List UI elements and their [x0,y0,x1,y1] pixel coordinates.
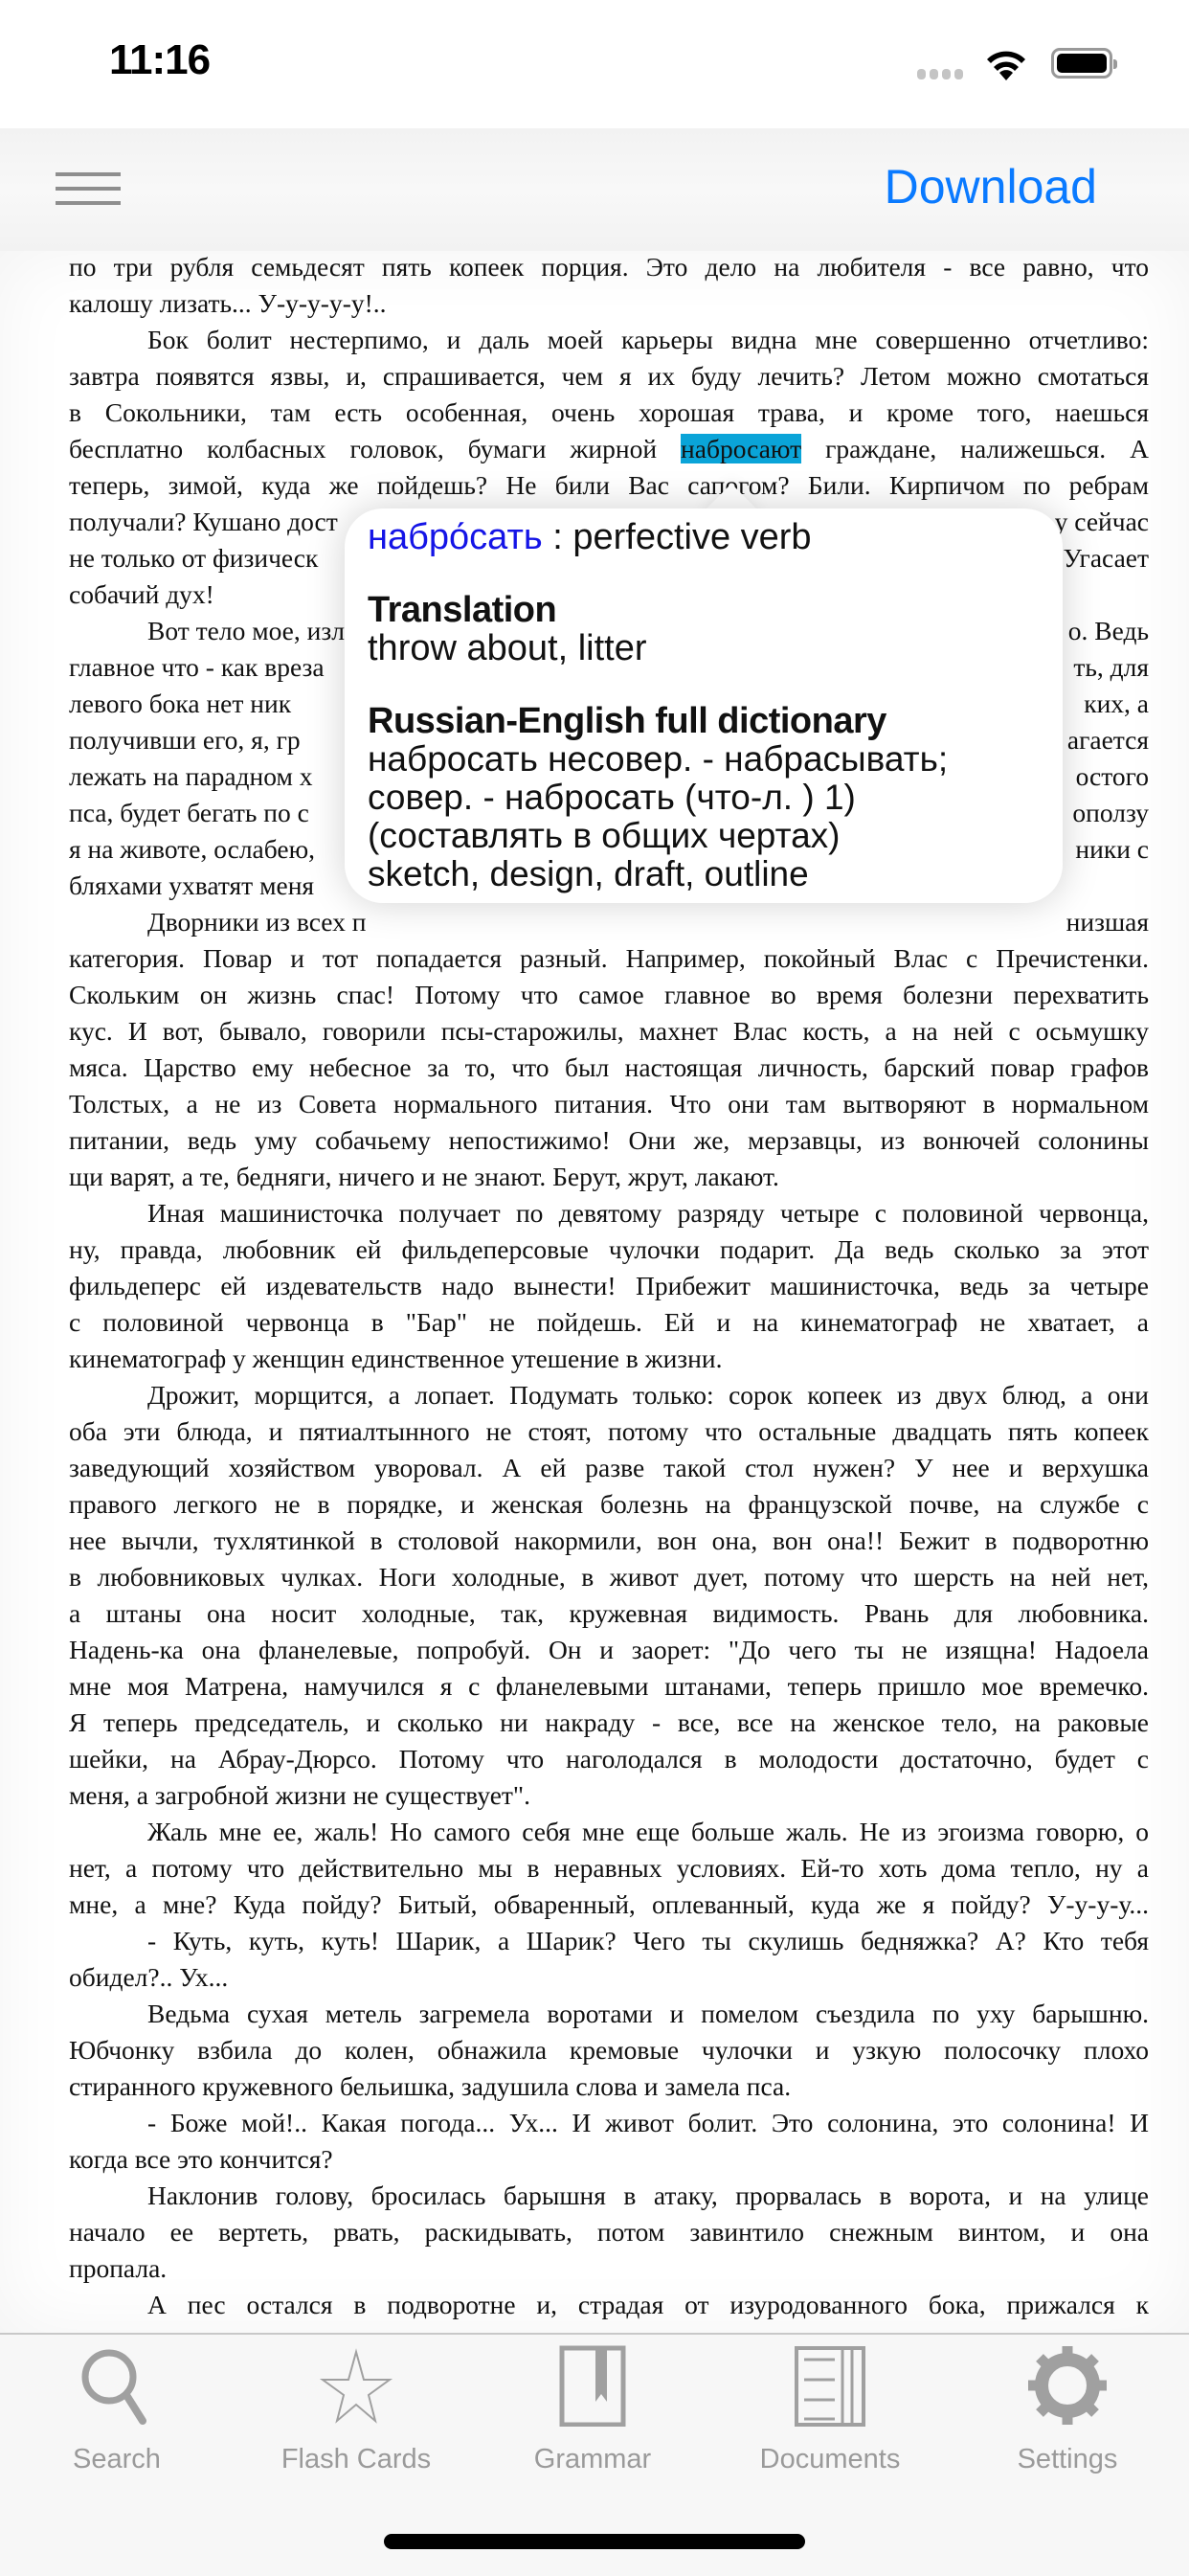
text-line: оба эти блюда, и пятиалтынного не стоят, потому что остальные двадцать пять копеек [69,1416,1149,1446]
dictionary-popup[interactable] [345,508,1063,903]
text-fragment-left: бляхами ухватят меня [69,870,315,900]
text-line: завтра появятся язвы, и, спрашивается, чем я их буду лечить? Летом можно смотаться [69,361,1149,391]
text-line: правого легкого не в порядке, и женская болезнь на французской почве, на службе с [69,1489,1149,1519]
search-icon [76,2344,158,2427]
cellular-signal-icon [917,69,963,79]
text-line: Бок болит нестерпимо, и даль моей карьеры видна мне совершенно отчетливо: [147,325,1149,354]
text-line: - Боже мой!.. Какая погода... Ух... И живот болит. Это солонина, это солонина! И [147,2108,1149,2137]
text-fragment-left: главное что - как вреза [69,652,325,682]
text-line: фильдеперс ей издевательств надо вынести! Прибежит машинисточка, ведь за четыре [69,1271,1149,1300]
selected-word[interactable]: набросают [681,434,802,463]
text-line: Дрожит, морщится, а лопает. Подумать только: сорок копеек из двух блюд, а они [147,1380,1149,1410]
popup-part-of-speech: perfective verb [572,517,812,557]
dictionary-line: набросать несовер. - набрасывать; [368,739,949,779]
text-fragment-right: ть, для [1073,652,1149,682]
text-line: стиранного кружевного бельишка, задушила слова и замела пса. [69,2071,792,2101]
text-line: А пес остался в подворотне и, страдая от изуродованного бока, прижался к [147,2290,1149,2319]
document-icon [789,2344,871,2427]
text-line: в Сокольники, там есть особенная, очень хорошая трава, и кроме того, наешься [69,397,1149,427]
tab-label: Search [73,2444,161,2474]
status-time: 11:16 [109,36,211,83]
text-line: обидел?.. Ух... [69,1962,229,1992]
text-line: Я теперь председатель, и сколько ни накраду - все, все на женское тело, на раковые [69,1707,1149,1737]
text-fragment-right: агается [1066,725,1149,755]
text-line [69,431,1149,467]
text-fragment-left: не только от физическ [69,543,319,573]
text-line: Надень-ка она фланелевые, попробуй. Он и заорет: "До чего ты не изящна! Надоела [69,1635,1149,1664]
text-line: Иная машинисточка получает по девятому разряду четыре с половиной червонца, [147,1198,1149,1228]
text-line: щи варят, а те, бедняги, ничего и не знают. Берут, жрут, лакают. [69,1162,779,1191]
text-fragment-left: пса, будет бегать по с [69,798,309,827]
text-line: теперь, зимой, куда же пойдешь? Не били Вас сапогом? Били. Кирпичом по ребрам [69,470,1149,500]
tab-label: Flash Cards [280,2444,432,2474]
text-fragment-left: лежать на парадном х [69,761,313,791]
text-line: мне моя Матрена, намучился я с фланелевыми штанами, теперь пришло мое времечко. [69,1671,1149,1701]
text-fragment-right: низшая [1066,907,1149,937]
text-line: мне, а мне? Куда пойду? Битый, обваренный, оплеванный, куда же я пойду? У-у-у-у... [69,1889,1149,1919]
text-fragment-right: о. Ведь [1067,616,1149,645]
text-line: кус. И вот, бывало, говорили псы-старожилы, махнет Влас кость, а на ней с осьмушку [69,1016,1149,1046]
popup-entry-line [368,518,1043,556]
tab-label: Grammar [533,2444,652,2474]
text-line: категория. Повар и тот попадается разный. Например, покойный Влас с Пречистенки. [69,943,1149,973]
status-bar [0,0,1189,128]
text-line: когда все это кончится? [69,2144,333,2174]
tab-settings[interactable] [962,2344,1173,2475]
text-line: начало ее вертеть, рвать, раскидывать, потом завинтило снежным винтом, и она [69,2217,1149,2247]
text-fragment: бесплатно колбасных головок, бумаги жирной [69,434,682,463]
text-fragment-right: ких, а [1084,689,1149,718]
popup-headword[interactable]: набро́сать [368,517,543,557]
text-fragment-left: получивши его, я, гр [69,725,301,755]
text-line: Толстых, а не из Совета нормального питания. Что они там вытворяют в нормальном [69,1089,1149,1119]
text-line: заведующий хозяйством уворовал. А ей разве такой стол нужен? У нее и верхушка [69,1453,1149,1482]
translation-heading: Translation [368,590,557,630]
battery-icon [1051,48,1112,79]
text-fragment-right: Угасает [1063,543,1149,573]
text-line: собачий дух! [69,579,214,609]
text-fragment-right: у сейчас [1054,507,1149,536]
popup-separator: : [542,517,573,557]
text-line: пропала. [69,2253,168,2283]
text-line: Жаль мне ее, жаль! Но самого себя мне еще больше жаль. Не из эгоизма говорю, о [147,1817,1149,1846]
text-line: с половиной червонца в "Бар" не пойдешь. Ей и на кинематограф не хватает, а [69,1307,1149,1337]
gear-icon [1026,2344,1109,2427]
text-line: Наклонив голову, бросилась барышня в атаку, прорвалась в ворота, и на улице [147,2181,1149,2210]
text-line: Юбчонку взбила до колен, обнажила кремовые чулочки и узкую полосочку плохо [69,2035,1149,2065]
tab-grammar[interactable] [487,2344,698,2475]
text-line: нет, а потому что действительно мы в неравных условиях. Ей-то хоть дома тепло, ну а [69,1853,1149,1883]
text-fragment-right: остого [1075,761,1149,791]
tab-search[interactable] [11,2344,222,2475]
text-fragment-left: получали? Кушано дост [69,507,338,536]
text-line [69,904,1149,940]
text-line: нее вычли, тухлятинкой в столовой накормили, вон она, вон она!! Бежит в подворотню [69,1525,1149,1555]
tab-flash-cards[interactable] [251,2344,461,2475]
text-line: по три рубля семьдесят пять копеек порция. Это дело на любителя - все равно, что [69,252,1149,282]
text-line: шейки, на Абрау-Дюрсо. Потому что наголодался в молодости достаточно, будет с [69,1744,1149,1774]
text-line: а штаны она носит холодные, так, кружевная видимость. Рвань для любовника. [69,1598,1149,1628]
translation-text: throw about, litter [368,628,647,668]
text-fragment-right: ники с [1075,834,1149,864]
text-line: калошу лизать... У-у-у-у-у!.. [69,288,387,318]
text-line: в любовниковых чулках. Ноги холодные, в живот дует, потому что шерсть на ней нет, [69,1562,1149,1592]
text-fragment-right: оползу [1072,798,1149,827]
text-fragment-left: левого бока нет ник [69,689,292,718]
text-line: Скольким он жизнь спас! Потому что самое главное во время болезни перехватить [69,980,1149,1009]
home-indicator[interactable] [384,2534,805,2549]
text-fragment-left: Вот тело мое, изл [147,616,345,645]
dictionary-heading: Russian-English full dictionary [368,701,886,741]
text-line: мяса. Царство ему небесное за то, что был настоящая личность, барский повар графов [69,1052,1149,1082]
tab-documents[interactable] [725,2344,935,2475]
wifi-icon [982,44,1030,82]
dictionary-line: (составлять в общих чертах) [368,816,841,855]
text-line: Ведьма сухая метель загремела воротами и помелом съездила по уху барышню. [147,1999,1149,2028]
text-fragment: граждане, налижешься. А [801,434,1149,463]
tab-label: Documents [759,2444,901,2474]
download-button[interactable]: Download [884,160,1097,214]
tab-label: Settings [1017,2444,1118,2474]
book-icon [551,2344,634,2427]
text-line: меня, а загробной жизни не существует". [69,1780,531,1810]
dictionary-line: sketch, design, draft, outline [368,854,809,893]
star-icon [315,2344,397,2427]
text-fragment-left: я на животе, ослабею, [69,834,316,864]
text-line: - Куть, куть, куть! Шарик, а Шарик? Чего ты скулишь бедняжка? А? Кто тебя [147,1926,1149,1955]
dictionary-line: совер. - набросать (что-л. ) 1) [368,778,856,817]
text-line: ну, правда, любовник ей фильдеперсовые чулочки подарит. Да ведь сколько за этот [69,1234,1149,1264]
menu-button[interactable] [56,172,121,211]
text-line: кинематограф у женщин единственное утешение в жизни. [69,1344,723,1373]
text-fragment-left: Дворники из всех п [147,907,367,937]
text-line: питании, ведь уму собачьему непостижимо! Они же, мерзавцы, из вонючей солонины [69,1125,1149,1155]
